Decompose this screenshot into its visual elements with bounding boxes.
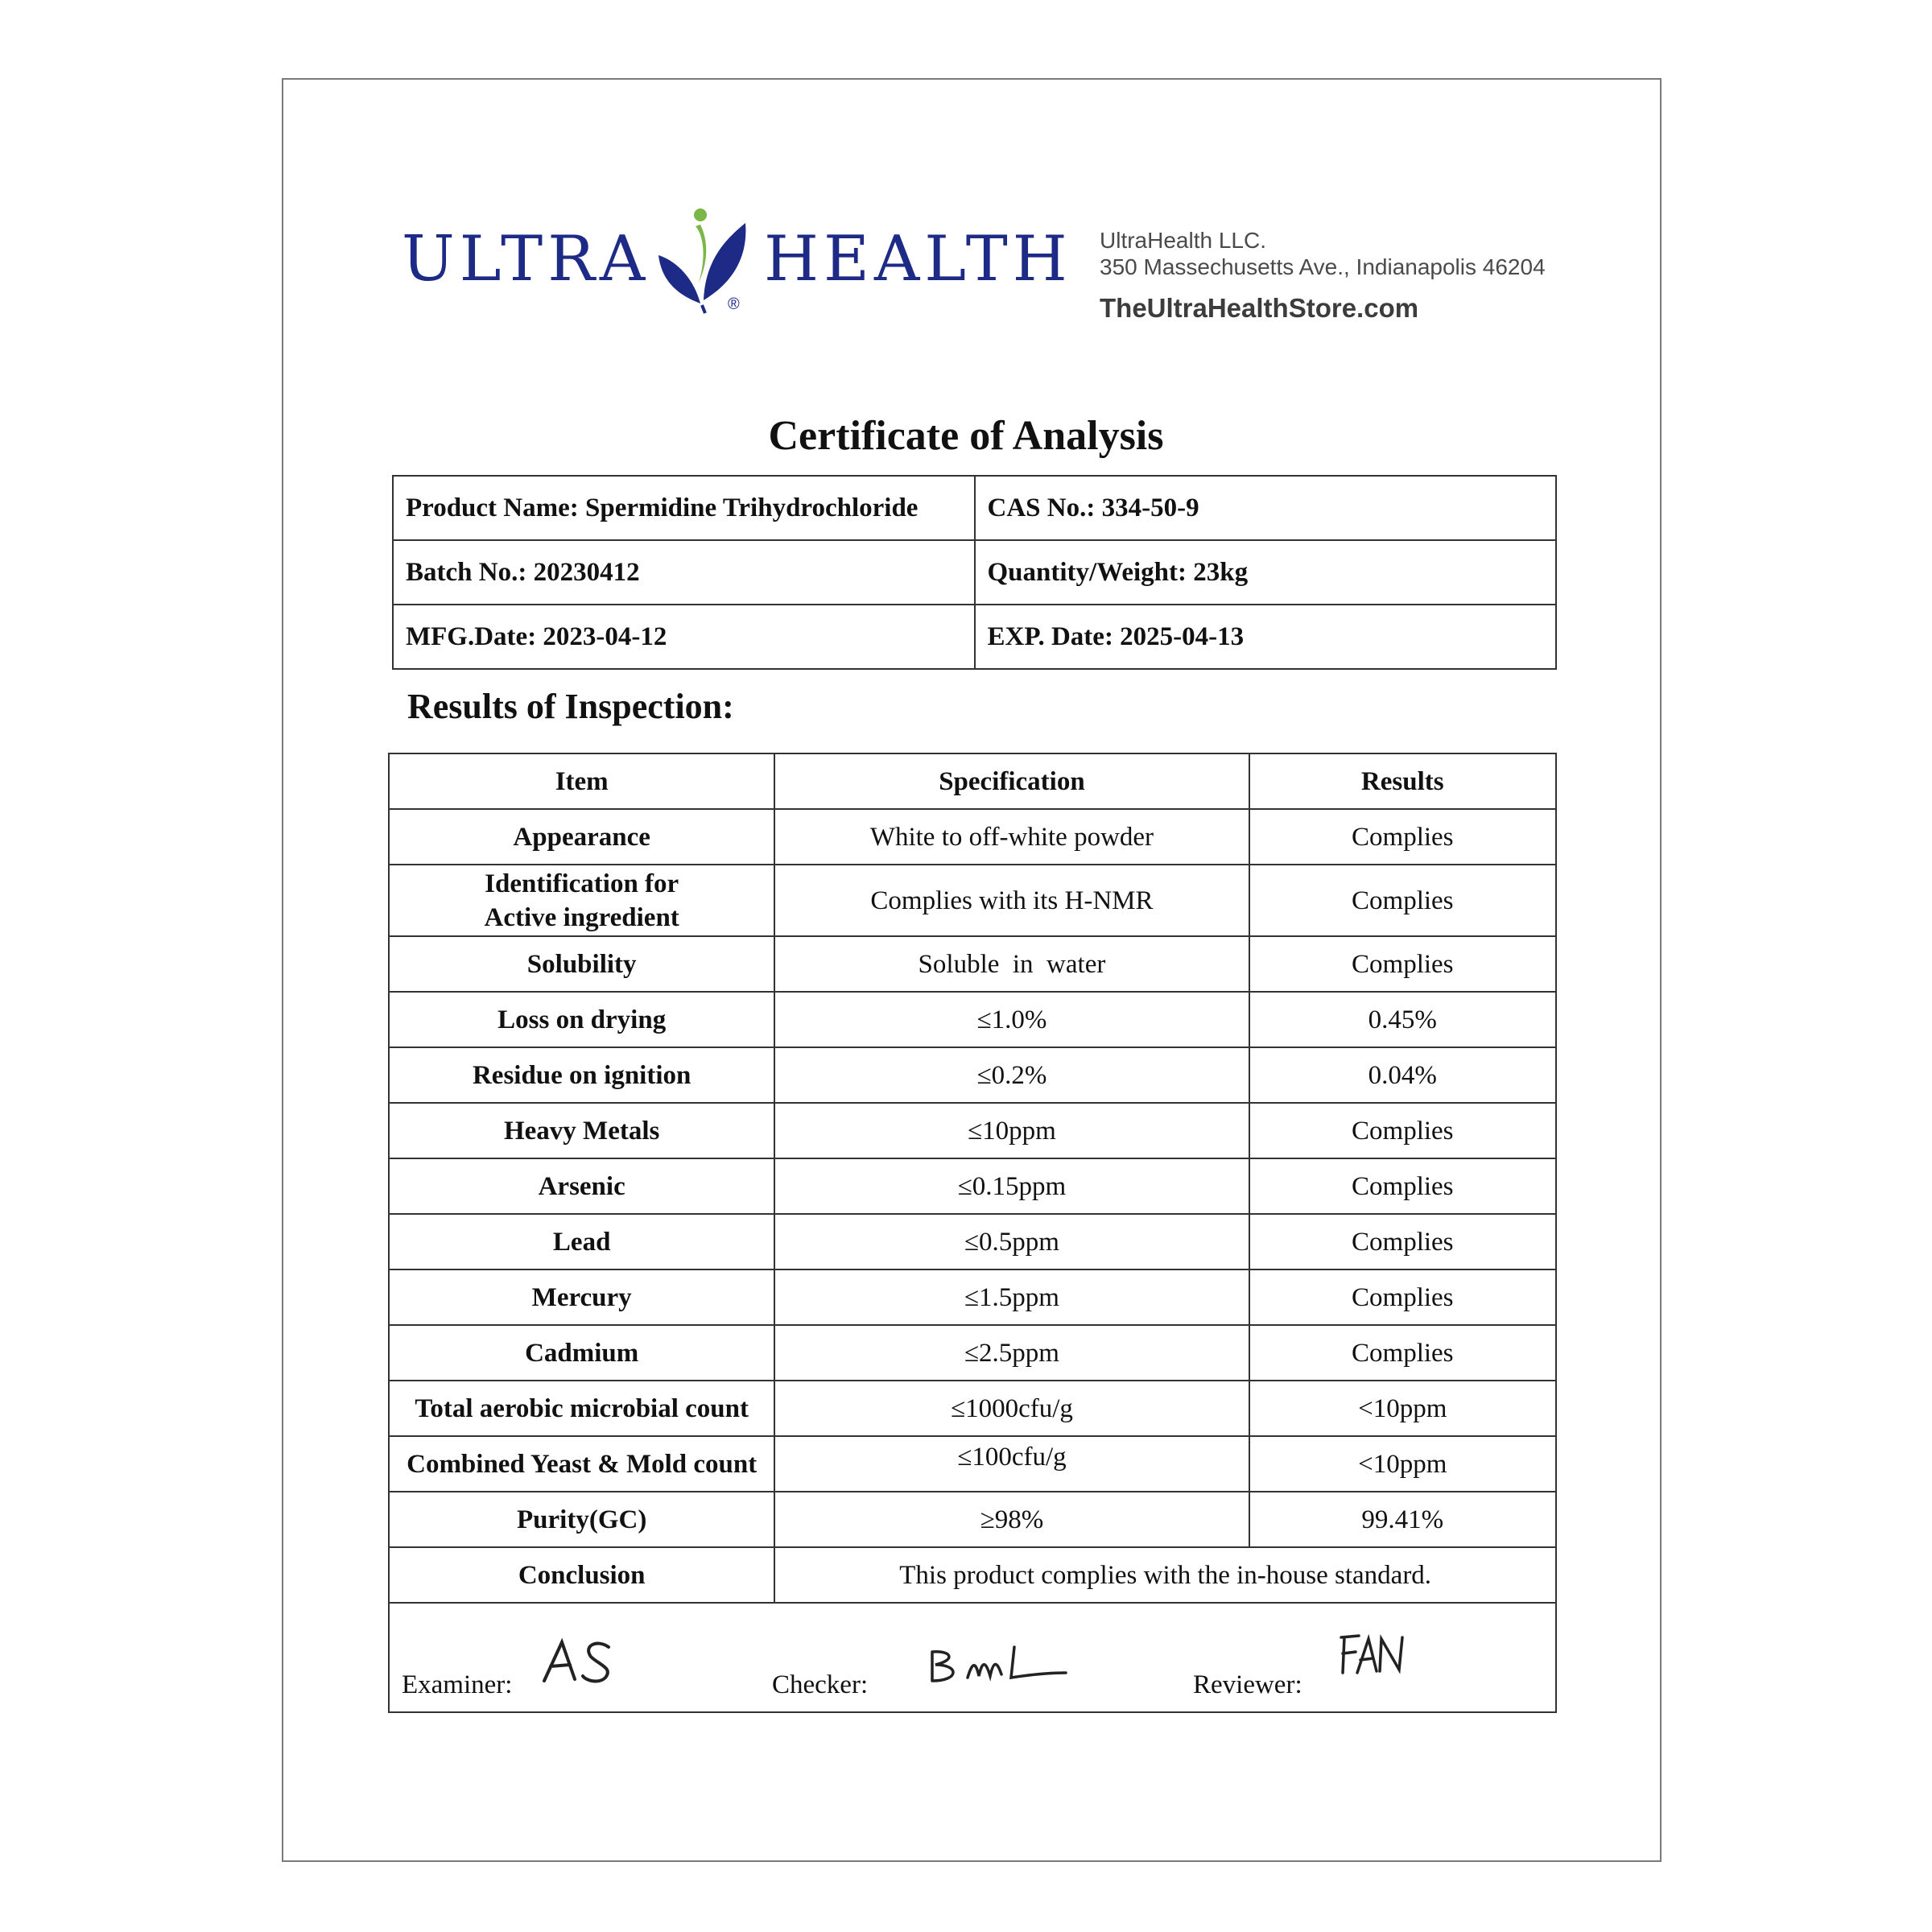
checker-label: Checker: (772, 1670, 869, 1699)
table-row (389, 1492, 1556, 1547)
table-row (389, 865, 1556, 936)
spec-cell: ≤1.5ppm (774, 1269, 1249, 1325)
spec-cell: ≤0.15ppm (774, 1158, 1249, 1214)
spec-cell: White to off-white powder (774, 809, 1249, 865)
result-cell: Complies (1249, 936, 1556, 992)
spec-cell: ≤1000cfu/g (774, 1381, 1249, 1436)
mfg-date-cell: MFG.Date: 2023-04-12 (393, 605, 975, 669)
info-row (393, 605, 1556, 669)
result-cell: <10ppm (1249, 1436, 1556, 1492)
item-cell: Combined Yeast & Mold count (389, 1436, 774, 1492)
item-cell: Identification for Active ingredient (389, 865, 774, 936)
result-cell: Complies (1249, 1269, 1556, 1325)
item-cell: Arsenic (389, 1158, 774, 1214)
result-cell: 0.04% (1249, 1047, 1556, 1103)
results-table (388, 753, 1557, 1713)
company-info (1100, 227, 1546, 324)
table-row (389, 1047, 1556, 1103)
signature-row (389, 1603, 1556, 1712)
table-row (389, 936, 1556, 992)
table-row (389, 1158, 1556, 1214)
logo-word-health: HEALTH (764, 223, 1072, 295)
result-cell: <10ppm (1249, 1381, 1556, 1436)
ultra-health-logo (402, 205, 1072, 326)
header-item: Item (389, 753, 774, 809)
item-cell: Total aerobic microbial count (389, 1381, 774, 1436)
item-cell: Cadmium (389, 1325, 774, 1381)
table-row (389, 1436, 1556, 1492)
reviewer-signature (1336, 1633, 1409, 1678)
spec-cell: ≤100cfu/g (774, 1436, 1249, 1492)
quantity-cell: Quantity/Weight: 23kg (975, 540, 1557, 605)
result-cell: Complies (1249, 1325, 1556, 1381)
header-results: Results (1249, 753, 1556, 809)
examiner-label: Examiner: (402, 1670, 513, 1699)
spec-cell: ≤10ppm (774, 1103, 1249, 1158)
cas-no-cell: CAS No.: 334-50-9 (975, 476, 1557, 540)
result-cell: 99.41% (1249, 1492, 1556, 1547)
result-cell: Complies (1249, 809, 1556, 865)
product-info-table (392, 475, 1557, 670)
table-row (389, 1269, 1556, 1325)
table-row (389, 1381, 1556, 1436)
exp-date-cell: EXP. Date: 2025-04-13 (975, 605, 1557, 669)
product-name-cell: Product Name: Spermidine Trihydrochloride (393, 476, 975, 540)
spec-cell: Soluble in water (774, 936, 1249, 992)
signature-area (390, 1604, 1555, 1711)
item-cell: Lead (389, 1214, 774, 1269)
result-cell: Complies (1249, 1158, 1556, 1214)
spec-cell: ≤0.2% (774, 1047, 1249, 1103)
table-row (389, 1214, 1556, 1269)
signature-cell (389, 1603, 1556, 1712)
header-specification: Specification (774, 753, 1249, 809)
registered-mark: ® (728, 295, 740, 313)
logo-word-ultra: ULTRA (402, 223, 650, 295)
conclusion-label: Conclusion (389, 1547, 774, 1603)
table-row (389, 1325, 1556, 1381)
item-cell: Heavy Metals (389, 1103, 774, 1158)
table-row (389, 1103, 1556, 1158)
result-cell: Complies (1249, 1214, 1556, 1269)
batch-no-cell: Batch No.: 20230412 (393, 540, 975, 605)
spec-cell: ≤2.5ppm (774, 1325, 1249, 1381)
item-cell: Residue on ignition (389, 1047, 774, 1103)
conclusion-text: This product complies with the in-house standard. (774, 1547, 1556, 1603)
spec-cell: Complies with its H-NMR (774, 865, 1249, 936)
table-row (389, 809, 1556, 865)
company-website: TheUltraHealthStore.com (1100, 293, 1419, 323)
spec-cell: ≤0.5ppm (774, 1214, 1249, 1269)
conclusion-row (389, 1547, 1556, 1603)
item-cell: Purity(GC) (389, 1492, 774, 1547)
results-header-row (389, 753, 1556, 809)
result-cell: Complies (1249, 865, 1556, 936)
info-row (393, 540, 1556, 605)
item-cell: Solubility (389, 936, 774, 992)
item-cell: Appearance (389, 809, 774, 865)
checker-signature (927, 1645, 1072, 1686)
item-cell: Mercury (389, 1269, 774, 1325)
item-cell: Loss on drying (389, 992, 774, 1047)
result-cell: Complies (1249, 1103, 1556, 1158)
table-row (389, 992, 1556, 1047)
info-row (393, 476, 1556, 540)
result-cell: 0.45% (1249, 992, 1556, 1047)
results-heading: Results of Inspection: (407, 687, 734, 726)
reviewer-label: Reviewer: (1193, 1670, 1302, 1699)
company-name: UltraHealth LLC. (1100, 228, 1266, 253)
document-title: Certificate of Analysis (768, 413, 1164, 459)
examiner-signature (541, 1637, 621, 1686)
company-address: 350 Massechusetts Ave., Indianapolis 46204 (1100, 254, 1546, 279)
spec-cell: ≥98% (774, 1492, 1249, 1547)
spec-cell: ≤1.0% (774, 992, 1249, 1047)
